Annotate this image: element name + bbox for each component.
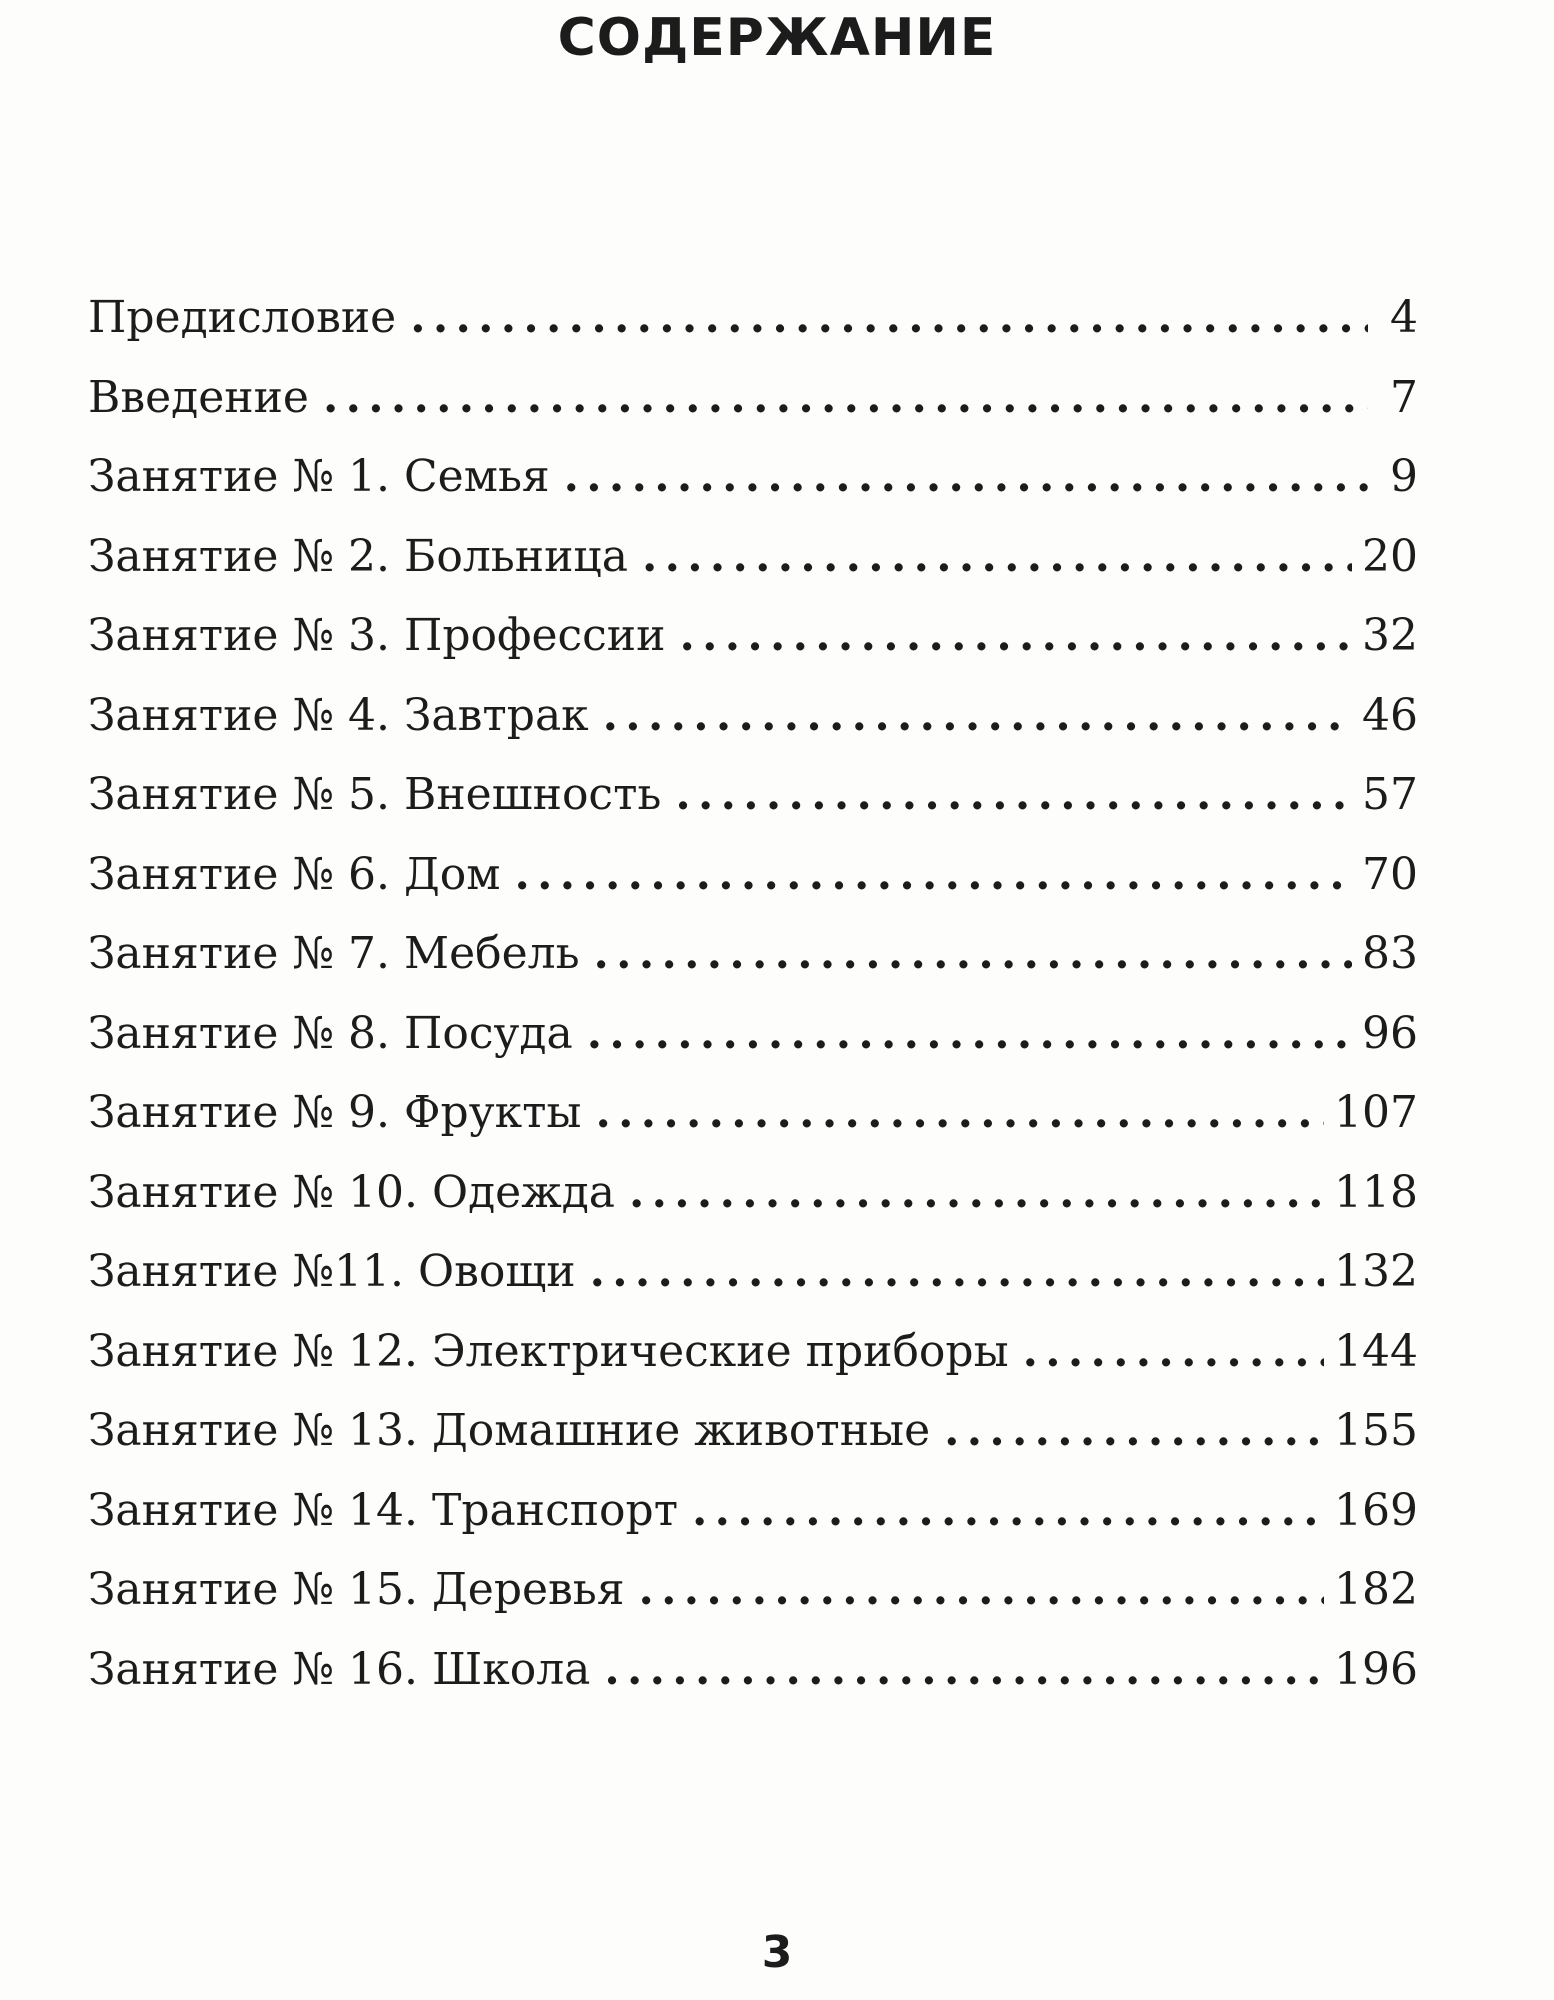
toc-entry-page: 4 [1390, 292, 1418, 343]
toc-entry-page: 46 [1362, 689, 1418, 741]
toc-entry [88, 358, 1418, 438]
toc-entry-label: Занятие № 13. Домашние животные [88, 1405, 931, 1456]
toc-entry-page: 144 [1334, 1325, 1418, 1377]
toc-entry [88, 1153, 1418, 1233]
toc-entry-page: 132 [1334, 1246, 1418, 1297]
toc-entry-label: Занятие № 12. Электрические приборы [88, 1325, 1009, 1377]
toc-entry [88, 1391, 1418, 1471]
dot-leader [639, 1550, 1325, 1630]
toc-entry [88, 1073, 1418, 1153]
toc-entry [88, 596, 1418, 676]
dot-leader [679, 596, 1352, 676]
page-number: 3 [761, 1927, 793, 1978]
toc-entry [88, 676, 1418, 756]
toc-entry [88, 437, 1418, 517]
toc-entry-page: 118 [1334, 1166, 1418, 1218]
toc-entry-page: 107 [1334, 1087, 1418, 1138]
toc-entry-label: Занятие № 4. Завтрак [88, 689, 589, 741]
toc-entry [88, 278, 1418, 358]
toc-entry [88, 517, 1418, 597]
toc-entry-label: Занятие № 9. Фрукты [88, 1087, 582, 1138]
toc-entry-label: Занятие № 6. Дом [88, 848, 501, 900]
toc-entry-label: Занятие № 7. Мебель [88, 928, 580, 979]
toc-entry-label: Занятие № 1. Семья [88, 451, 550, 502]
toc-entry-label: Предисловие [88, 292, 397, 343]
toc-entry-page: 32 [1362, 610, 1418, 661]
toc-entry-page: 96 [1362, 1007, 1418, 1059]
toc-entry-page: 169 [1334, 1484, 1418, 1536]
dot-leader [410, 278, 1368, 358]
toc-entry [88, 835, 1418, 915]
table-of-contents [88, 278, 1418, 1709]
page-title: СОДЕРЖАНИЕ [557, 8, 997, 68]
dot-leader [604, 1630, 1324, 1710]
toc-entry-page: 196 [1334, 1643, 1418, 1695]
dot-leader [590, 1232, 1324, 1312]
dot-leader [692, 1471, 1324, 1551]
dot-leader [594, 914, 1352, 994]
toc-entry [88, 994, 1418, 1074]
toc-entry-page: 20 [1362, 530, 1418, 582]
dot-leader [603, 676, 1352, 756]
toc-entry-page: 182 [1334, 1564, 1418, 1615]
toc-entry-label: Введение [88, 371, 309, 423]
dot-leader [944, 1391, 1324, 1471]
toc-entry-label: Занятие № 15. Деревья [88, 1564, 625, 1615]
dot-leader [595, 1073, 1324, 1153]
dot-leader [1023, 1312, 1324, 1392]
toc-entry-page: 155 [1334, 1405, 1418, 1456]
toc-entry-label: Занятие № 3. Профессии [88, 610, 666, 661]
toc-entry [88, 914, 1418, 994]
toc-entry [88, 755, 1418, 835]
toc-entry-label: Занятие № 14. Транспорт [88, 1484, 679, 1536]
toc-entry [88, 1312, 1418, 1392]
dot-leader [642, 517, 1352, 597]
dot-leader [629, 1153, 1324, 1233]
toc-entry-page: 83 [1362, 928, 1418, 979]
toc-entry-page: 7 [1390, 371, 1418, 423]
dot-leader [515, 835, 1353, 915]
toc-entry [88, 1550, 1418, 1630]
toc-entry-label: Занятие №11. Овощи [88, 1246, 576, 1297]
toc-entry-page: 70 [1362, 848, 1418, 900]
toc-entry-label: Занятие № 2. Больница [88, 530, 628, 582]
dot-leader [675, 755, 1352, 835]
toc-entry-label: Занятие № 10. Одежда [88, 1166, 616, 1218]
toc-entry-page: 9 [1390, 451, 1418, 502]
toc-entry [88, 1232, 1418, 1312]
dot-leader [323, 358, 1368, 438]
toc-entry-label: Занятие № 16. Школа [88, 1643, 591, 1695]
toc-entry [88, 1471, 1418, 1551]
toc-entry-label: Занятие № 8. Посуда [88, 1007, 573, 1059]
toc-entry [88, 1630, 1418, 1710]
toc-entry-label: Занятие № 5. Внешность [88, 769, 662, 820]
dot-leader [587, 994, 1352, 1074]
toc-entry-page: 57 [1362, 769, 1418, 820]
dot-leader [564, 437, 1368, 517]
